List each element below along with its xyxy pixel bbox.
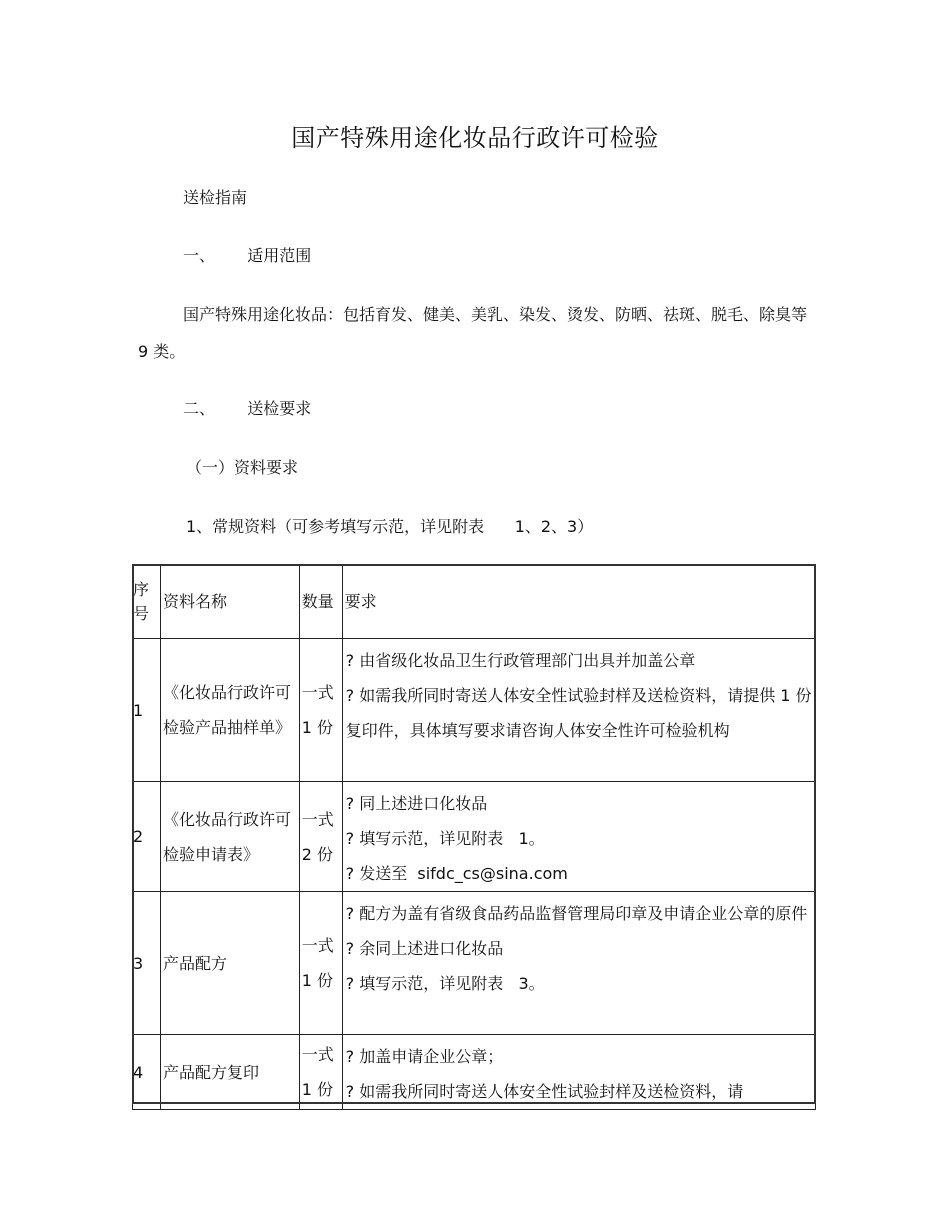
- row-seq: 3: [133, 892, 161, 1035]
- requirement-line: ? 填写示范，详见附表 1。: [345, 829, 545, 848]
- section-2-heading: [183, 398, 311, 420]
- section-2-title: 送检要求: [247, 399, 312, 418]
- subsection-heading: （一）资料要求: [186, 458, 299, 477]
- table-header-row: [133, 565, 816, 639]
- row-name: 产品配方复印: [160, 1035, 299, 1110]
- section-1-heading: [183, 245, 311, 267]
- requirement-line: ? 配方为盖有省级食品药品监督管理局印章及申请企业公章的原件: [345, 904, 808, 923]
- document-title: 国产特殊用途化妆品行政许可检验: [291, 124, 659, 152]
- row-name: 《化妆品行政许可检验申请表》: [160, 782, 299, 892]
- materials-table: [132, 564, 816, 1110]
- requirement-line: ? 由省级化妆品卫生行政管理部门出具并加盖公章: [345, 651, 696, 670]
- row-requirements: [342, 639, 815, 782]
- row-qty: 一式1 份: [299, 892, 342, 1035]
- row-requirements: [342, 1035, 815, 1110]
- table-row: [133, 782, 816, 892]
- section-2-number: 二、: [183, 399, 216, 418]
- header-qty: 数量: [299, 565, 342, 639]
- row-qty: 一式1 份: [299, 639, 342, 782]
- requirement-line: ? 如需我所同时寄送人体安全性试验封样及送检资料，请: [345, 1082, 744, 1101]
- row-name: 产品配方: [160, 892, 299, 1035]
- table-row: [133, 639, 816, 782]
- header-seq: 序号: [133, 565, 161, 639]
- row-qty: 一式1 份: [299, 1035, 342, 1110]
- item-1-heading: 1、常规资料（可参考填写示范，详见附表 1、2、3）: [186, 517, 594, 536]
- row-seq: 4: [133, 1035, 161, 1110]
- row-name: 《化妆品行政许可检验产品抽样单》: [160, 639, 299, 782]
- section-1-number: 一、: [183, 246, 216, 265]
- requirement-line: ? 加盖申请企业公章；: [345, 1047, 504, 1066]
- scope-paragraph: 国产特殊用途化妆品：包括育发、健美、美乳、染发、烫发、防晒、祛斑、脱毛、除臭等 9 类。: [138, 305, 808, 361]
- requirement-line: ? 如需我所同时寄送人体安全性试验封样及送检资料，请提供 1 份复印件，具体填写要求请咨询人体安全性许可检验机构: [345, 686, 812, 740]
- subtitle: 送检指南: [183, 188, 248, 207]
- section-1-title: 适用范围: [247, 246, 312, 265]
- requirement-line: ? 余同上述进口化妆品: [345, 939, 504, 958]
- row-seq: 1: [133, 639, 161, 782]
- table-row: [133, 892, 816, 1035]
- row-qty: 一式2 份: [299, 782, 342, 892]
- header-req: 要求: [342, 565, 815, 639]
- requirement-line: ? 同上述进口化妆品: [345, 794, 488, 813]
- table-row: [133, 1035, 816, 1110]
- row-seq: 2: [133, 782, 161, 892]
- header-name: 资料名称: [160, 565, 299, 639]
- requirement-line: ? 填写示范，详见附表 3。: [345, 974, 545, 993]
- requirement-line: ? 发送至 sifdc_cs@sina.com: [345, 864, 568, 883]
- row-requirements: [342, 892, 815, 1035]
- row-requirements: [342, 782, 815, 892]
